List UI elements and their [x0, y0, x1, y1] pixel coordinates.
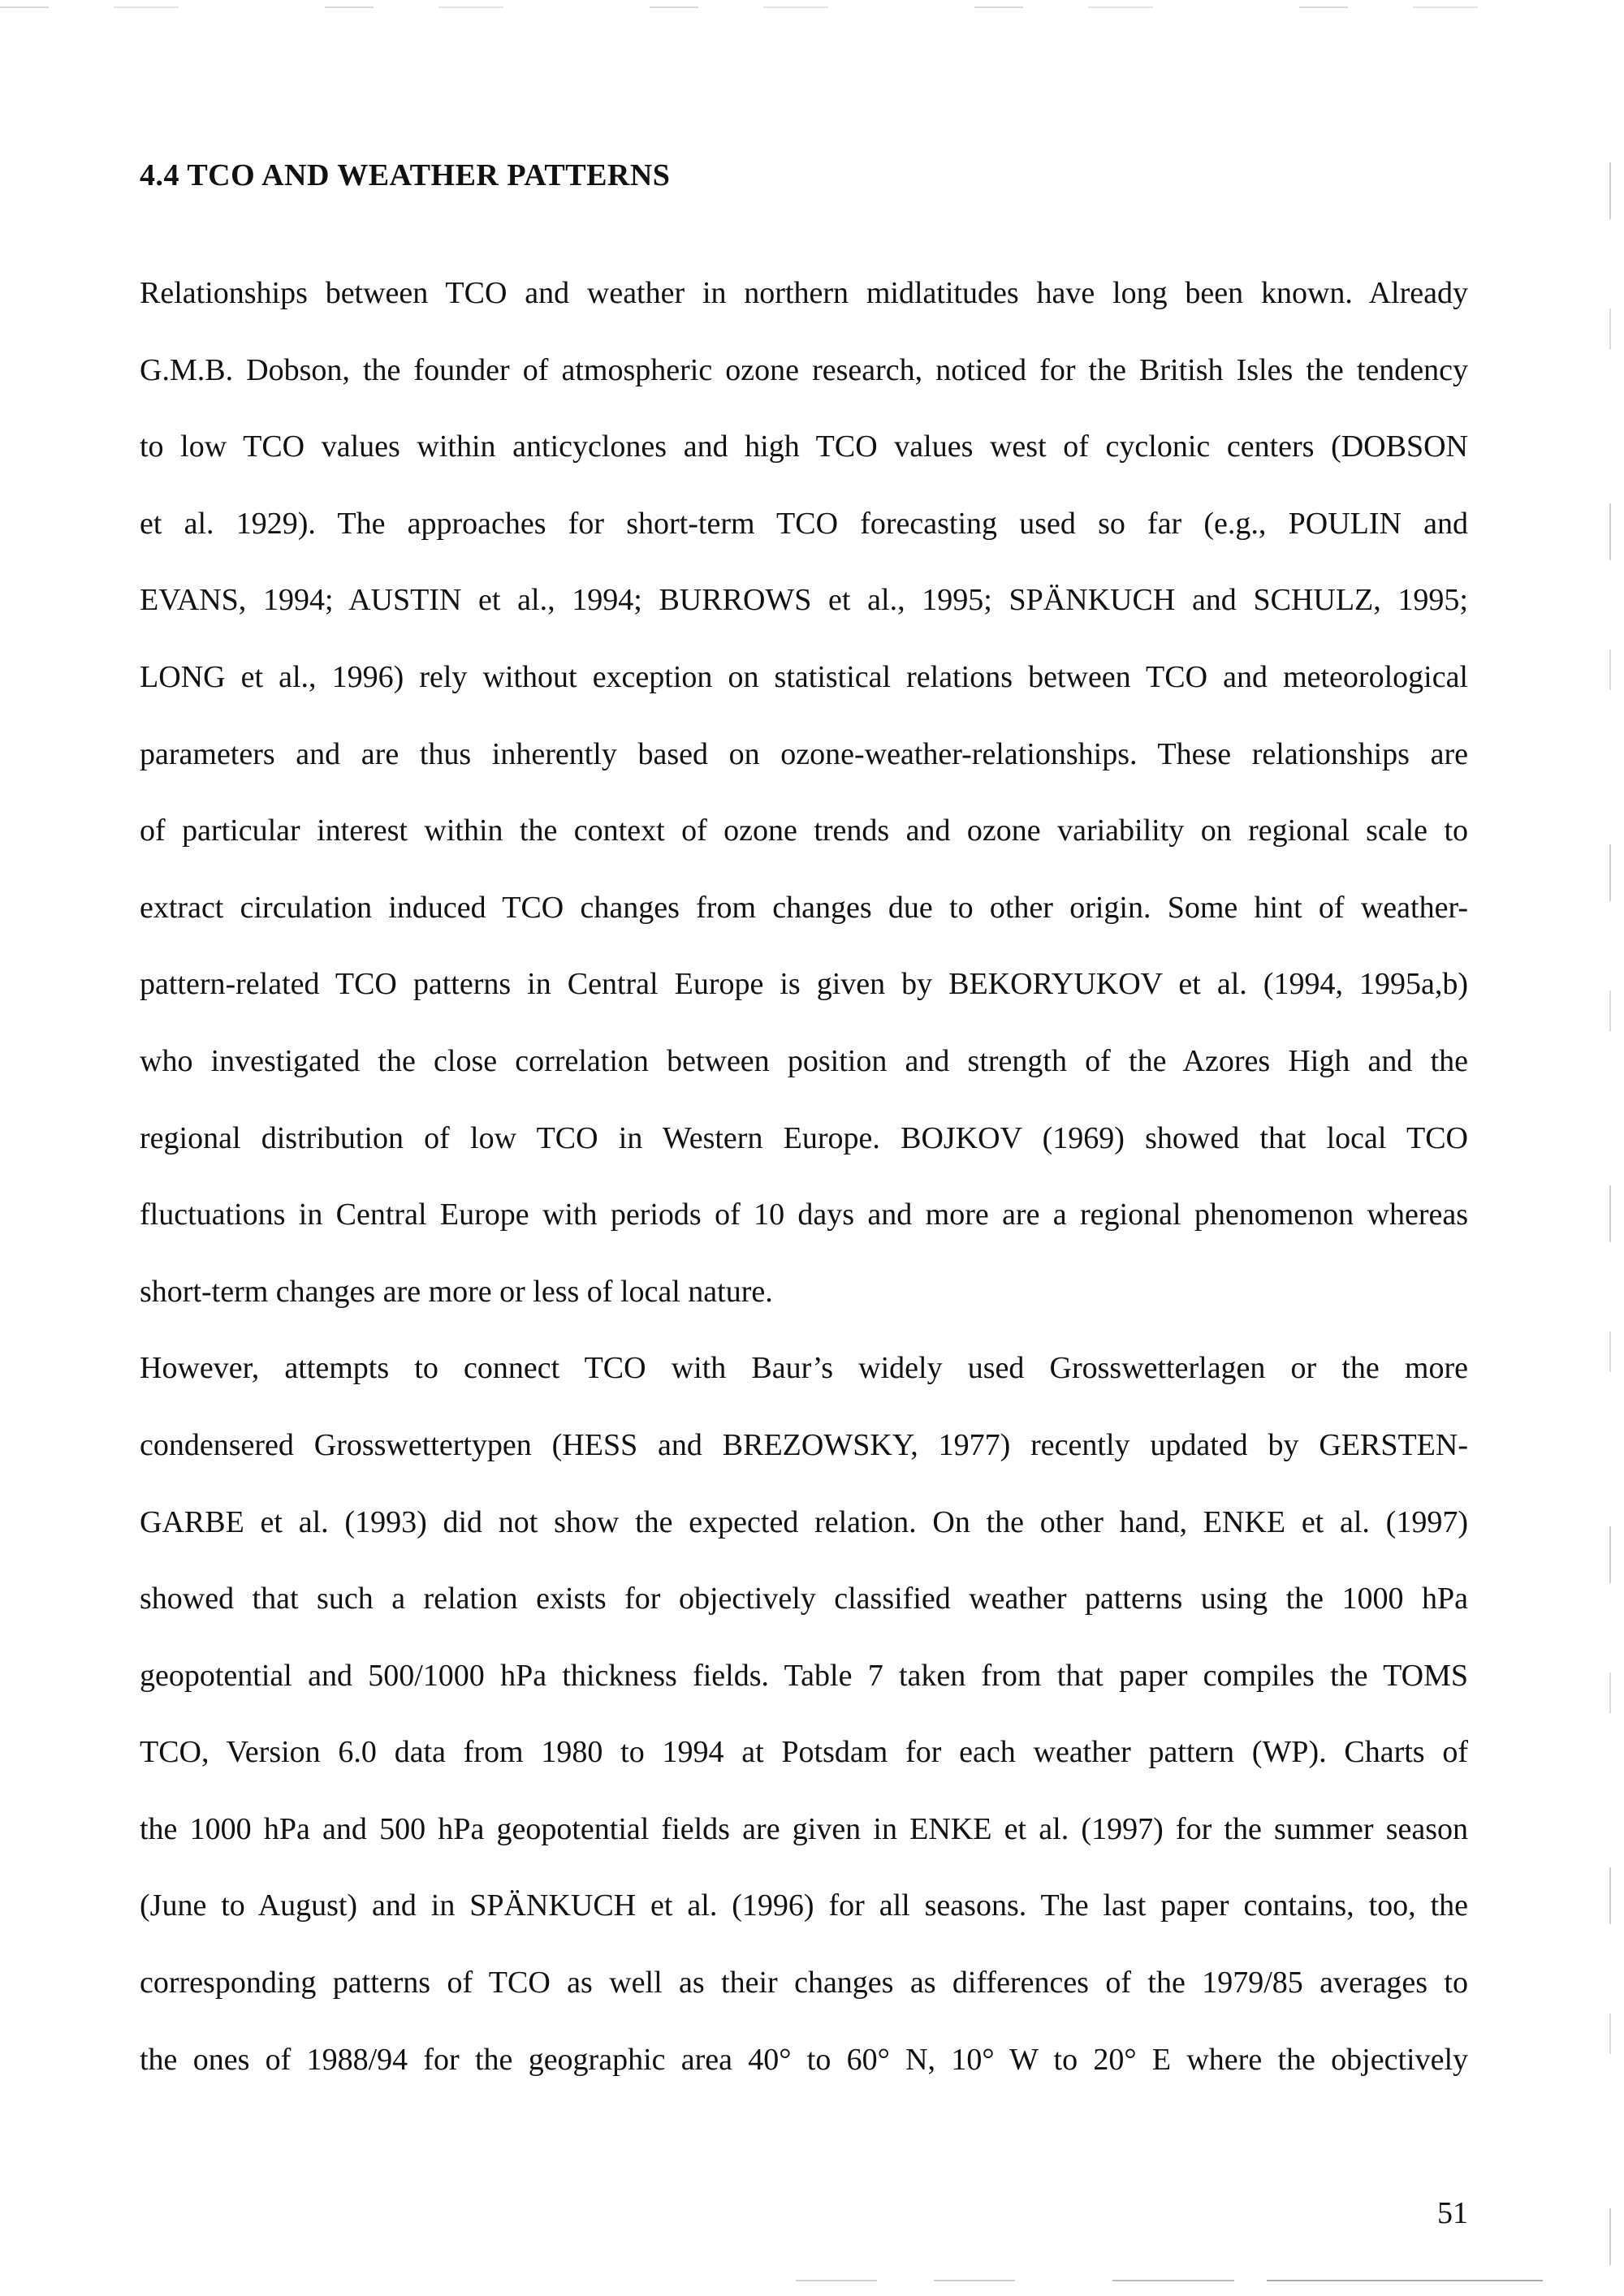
body-line: condensered Grosswettertypen (HESS and BREZOWSKY, 1977) recently updated by GERSTEN- — [140, 1427, 1468, 1462]
body-line: LONG et al., 1996) rely without exception on statistical relations between TCO and meteorological — [140, 659, 1468, 694]
body-line: geopotential and 500/1000 hPa thickness fields. Table 7 taken from that paper compiles the TOMS — [140, 1658, 1468, 1693]
body-line: GARBE et al. (1993) did not show the expected relation. On the other hand, ENKE et al. (1997) — [140, 1504, 1468, 1539]
body-line: to low TCO values within anticyclones and high TCO values west of cyclonic centers (DOBSON — [140, 429, 1468, 464]
body-line: TCO, Version 6.0 data from 1980 to 1994 at Potsdam for each weather pattern (WP). Charts of — [140, 1735, 1468, 1770]
body-line: parameters and are thus inherently based on ozone-weather-relationships. These relationships are — [140, 736, 1468, 771]
scan-artifact-top — [0, 6, 1624, 8]
body-line: G.M.B. Dobson, the founder of atmospheric ozone research, noticed for the British Isles the tendency — [140, 352, 1468, 387]
body-line: EVANS, 1994; AUSTIN et al., 1994; BURROWS et al., 1995; SPÄNKUCH and SCHULZ, 1995; — [140, 583, 1468, 618]
body-line: extract circulation induced TCO changes from changes due to other origin. Some hint of weather- — [140, 890, 1468, 925]
body-line: However, attempts to connect TCO with Baur’s widely used Grosswetterlagen or the more — [140, 1351, 1468, 1386]
scan-artifact-bottom — [0, 2280, 1624, 2281]
body-line: the ones of 1988/94 for the geographic area 40° to 60° N, 10° W to 20° E where the objectively — [140, 2042, 1468, 2077]
body-line: fluctuations in Central Europe with periods of 10 days and more are a regional phenomenon whereas — [140, 1198, 1468, 1232]
body-line: et al. 1929). The approaches for short-term TCO forecasting used so far (e.g., POULIN and — [140, 506, 1468, 541]
body-line: regional distribution of low TCO in Western Europe. BOJKOV (1969) showed that local TCO — [140, 1120, 1468, 1155]
body-line: pattern-related TCO patterns in Central Europe is given by BEKORYUKOV et al. (1994, 1995a,b) — [140, 967, 1468, 1002]
page-number: 51 — [1437, 2196, 1468, 2230]
body-text — [140, 272, 1468, 2115]
body-line: (June to August) and in SPÄNKUCH et al. (1996) for all seasons. The last paper contains, too, the — [140, 1888, 1468, 1923]
body-line: the 1000 hPa and 500 hPa geopotential fields are given in ENKE et al. (1997) for the summer season — [140, 1811, 1468, 1846]
section-heading: 4.4 TCO AND WEATHER PATTERNS — [140, 158, 671, 192]
body-line: who investigated the close correlation between position and strength of the Azores High and the — [140, 1043, 1468, 1078]
body-line: Relationships between TCO and weather in northern midlatitudes have long been known. Already — [140, 276, 1468, 310]
body-line: of particular interest within the context of ozone trends and ozone variability on regional scale to — [140, 814, 1468, 848]
scan-artifact-right — [1609, 162, 1611, 2290]
body-line: corresponding patterns of TCO as well as their changes as differences of the 1979/85 averages to — [140, 1966, 1468, 2000]
body-line: showed that such a relation exists for objectively classified weather patterns using the 1000 hPa — [140, 1582, 1468, 1616]
body-line: short-term changes are more or less of local nature. — [140, 1274, 773, 1309]
